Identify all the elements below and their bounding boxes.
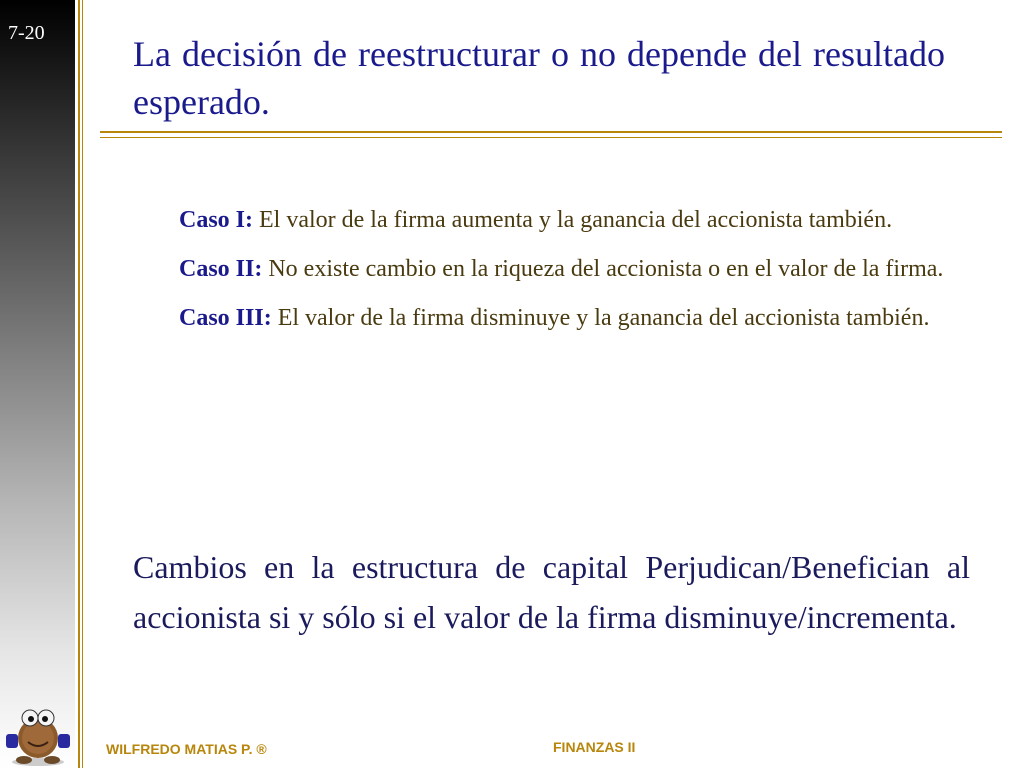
case-list <box>179 200 945 347</box>
sidebar-divider <box>78 0 80 768</box>
case-item <box>179 249 945 290</box>
case-label: Caso II: <box>179 256 263 282</box>
coin-character-icon <box>2 700 74 766</box>
case-item <box>179 298 945 339</box>
title-rule-thin <box>100 137 1002 138</box>
case-text: El valor de la firma aumenta y la ganancia del accionista también. <box>259 207 893 233</box>
case-text: El valor de la firma disminuye y la ganancia del accionista también. <box>277 305 930 331</box>
sidebar-divider-thin <box>82 0 83 768</box>
conclusion-text: Cambios en la estructura de capital Perjudican/Benefician al accionista si y sólo si el valor de la firma disminuye/incrementa. <box>133 549 970 635</box>
case-item <box>179 200 945 241</box>
title-rule <box>100 131 1002 133</box>
slide-number: 7-20 <box>8 22 45 44</box>
case-label: Caso III: <box>179 305 272 331</box>
case-label: Caso I: <box>179 207 254 233</box>
case-text: No existe cambio en la riqueza del accionista o en el valor de la firma. <box>268 256 944 282</box>
slide-title: La decisión de reestructurar o no depende del resultado esperado. <box>133 34 945 122</box>
sidebar-gradient <box>0 0 75 768</box>
footer-course: FINANZAS II <box>553 739 636 755</box>
footer-author: WILFREDO MATIAS P. ® <box>106 741 267 757</box>
